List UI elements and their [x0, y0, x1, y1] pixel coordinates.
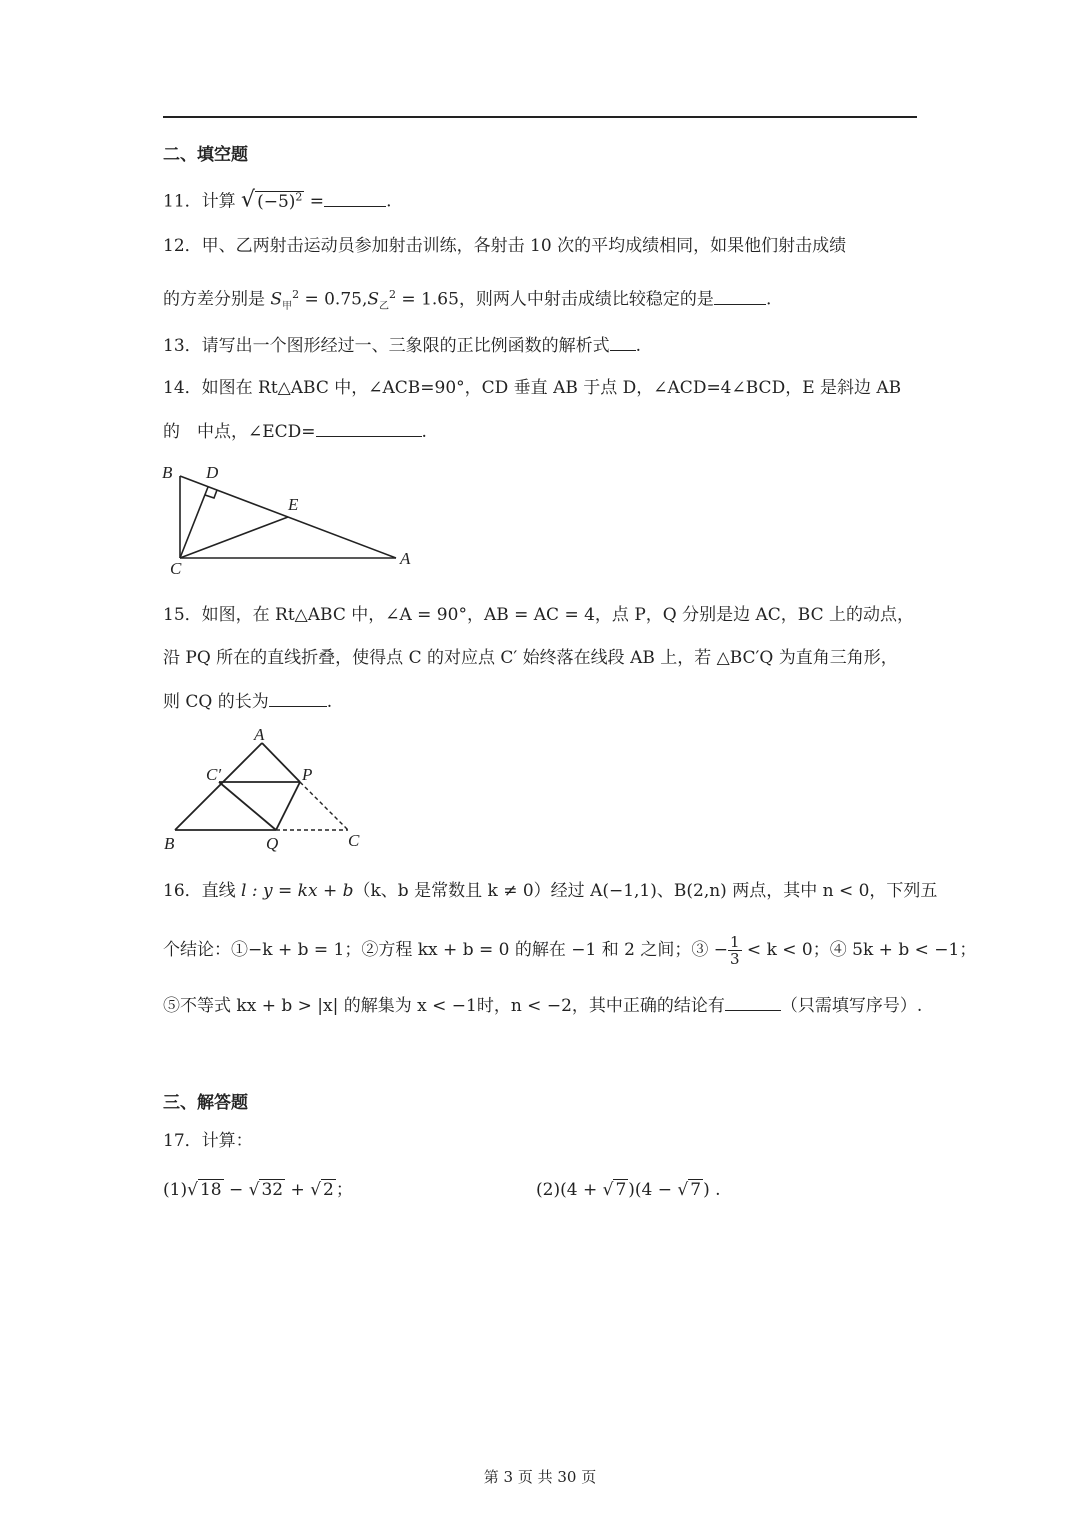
label-c: C: [348, 831, 360, 850]
q14-figure: [158, 458, 420, 578]
label-c-prime: C′: [206, 765, 222, 784]
q11-radicand: $(-5)^2$: [257, 190, 303, 212]
q17-part-2: (2)(4 + √ 7 )(4 − √ 7 ) .: [536, 1180, 721, 1200]
q11-sqrt-sign: √: [241, 187, 256, 213]
q11-text: 计算: [201, 191, 236, 212]
label-a: A: [400, 549, 411, 568]
label-b: B: [164, 834, 175, 853]
q14-answer-blank[interactable]: [316, 418, 422, 437]
label-b: B: [162, 463, 173, 482]
question-13: 13．请写出一个图形经过一、三象限的正比例函数的解析式 .: [163, 332, 641, 359]
q15-figure: [158, 722, 368, 856]
question-12-line1: 12．甲、乙两射击运动员参加射击训练，各射击 10 次的平均成绩相同，如果他们射击成绩: [163, 236, 847, 256]
question-17: 17．计算：: [163, 1131, 253, 1151]
top-rule: [163, 116, 917, 118]
question-16-line3: ⑤不等式 kx + b > |x| 的解集为 x < −1时，n < −2，其中正确的结论有 （只需填写序号）.: [163, 992, 922, 1019]
label-c: C: [170, 559, 182, 578]
q13-answer-blank[interactable]: [610, 332, 636, 351]
label-e: E: [288, 495, 299, 514]
question-14-line2: 的 中点，∠ECD= .: [163, 418, 427, 445]
question-15-line1: 15．如图，在 Rt△ABC 中，∠A = 90°，AB = AC = 4，点 P，Q 分别是边 AC，BC 上的动点，: [163, 605, 915, 625]
label-p: P: [302, 765, 313, 784]
question-11: 11．计算 √ $(-5)^2$ = .: [163, 187, 392, 213]
question-16-line1: 16．直线 l : y = kx + b（k、b 是常数且 k ≠ 0）经过 A(−1,1)、B(2,n) 两点，其中 n < 0，下列五: [163, 881, 938, 901]
page-footer: 第 3 页 共 30 页: [483, 1468, 597, 1486]
question-14-line1: 14．如图在 Rt△ABC 中，∠ACB=90°，CD 垂直 AB 于点 D，∠ACD=4∠BCD，E 是斜边 AB: [163, 378, 902, 398]
question-15-line2: 沿 PQ 所在的直线折叠，使得点 C 的对应点 C′ 始终落在线段 AB 上，若 △BC′Q 为直角三角形，: [163, 648, 898, 668]
label-a: A: [254, 725, 265, 744]
q11-number: 11．: [163, 191, 202, 212]
q11-answer-blank[interactable]: [324, 188, 386, 207]
question-12-line2: 的方差分别是 $S_甲^2 = 0.75,S_乙^2 = 1.65$，则两人中射击成绩比较稳定的是 .: [163, 282, 771, 320]
q16-answer-blank[interactable]: [725, 992, 781, 1011]
q12-answer-blank[interactable]: [714, 286, 766, 305]
section-title-solve: 三、解答题: [163, 1093, 248, 1113]
q17-part-1: (1)√ 18 − √ 32 + √ 2 ；: [163, 1180, 353, 1200]
q16-fraction: $\frac{1}{3}$: [729, 933, 740, 968]
section-title-fill-in: 二、填空题: [163, 145, 248, 165]
question-16-line2: 个结论：①−k + b = 1；②方程 kx + b = 0 的解在 −1 和 2 之间；③ − $\frac{1}{3}$ < k < 0；④ 5k + b < −1；: [163, 933, 977, 968]
label-q: Q: [266, 834, 279, 853]
question-15-line3: 则 CQ 的长为 .: [163, 688, 332, 715]
q15-answer-blank[interactable]: [269, 688, 327, 707]
label-d: D: [206, 463, 219, 482]
